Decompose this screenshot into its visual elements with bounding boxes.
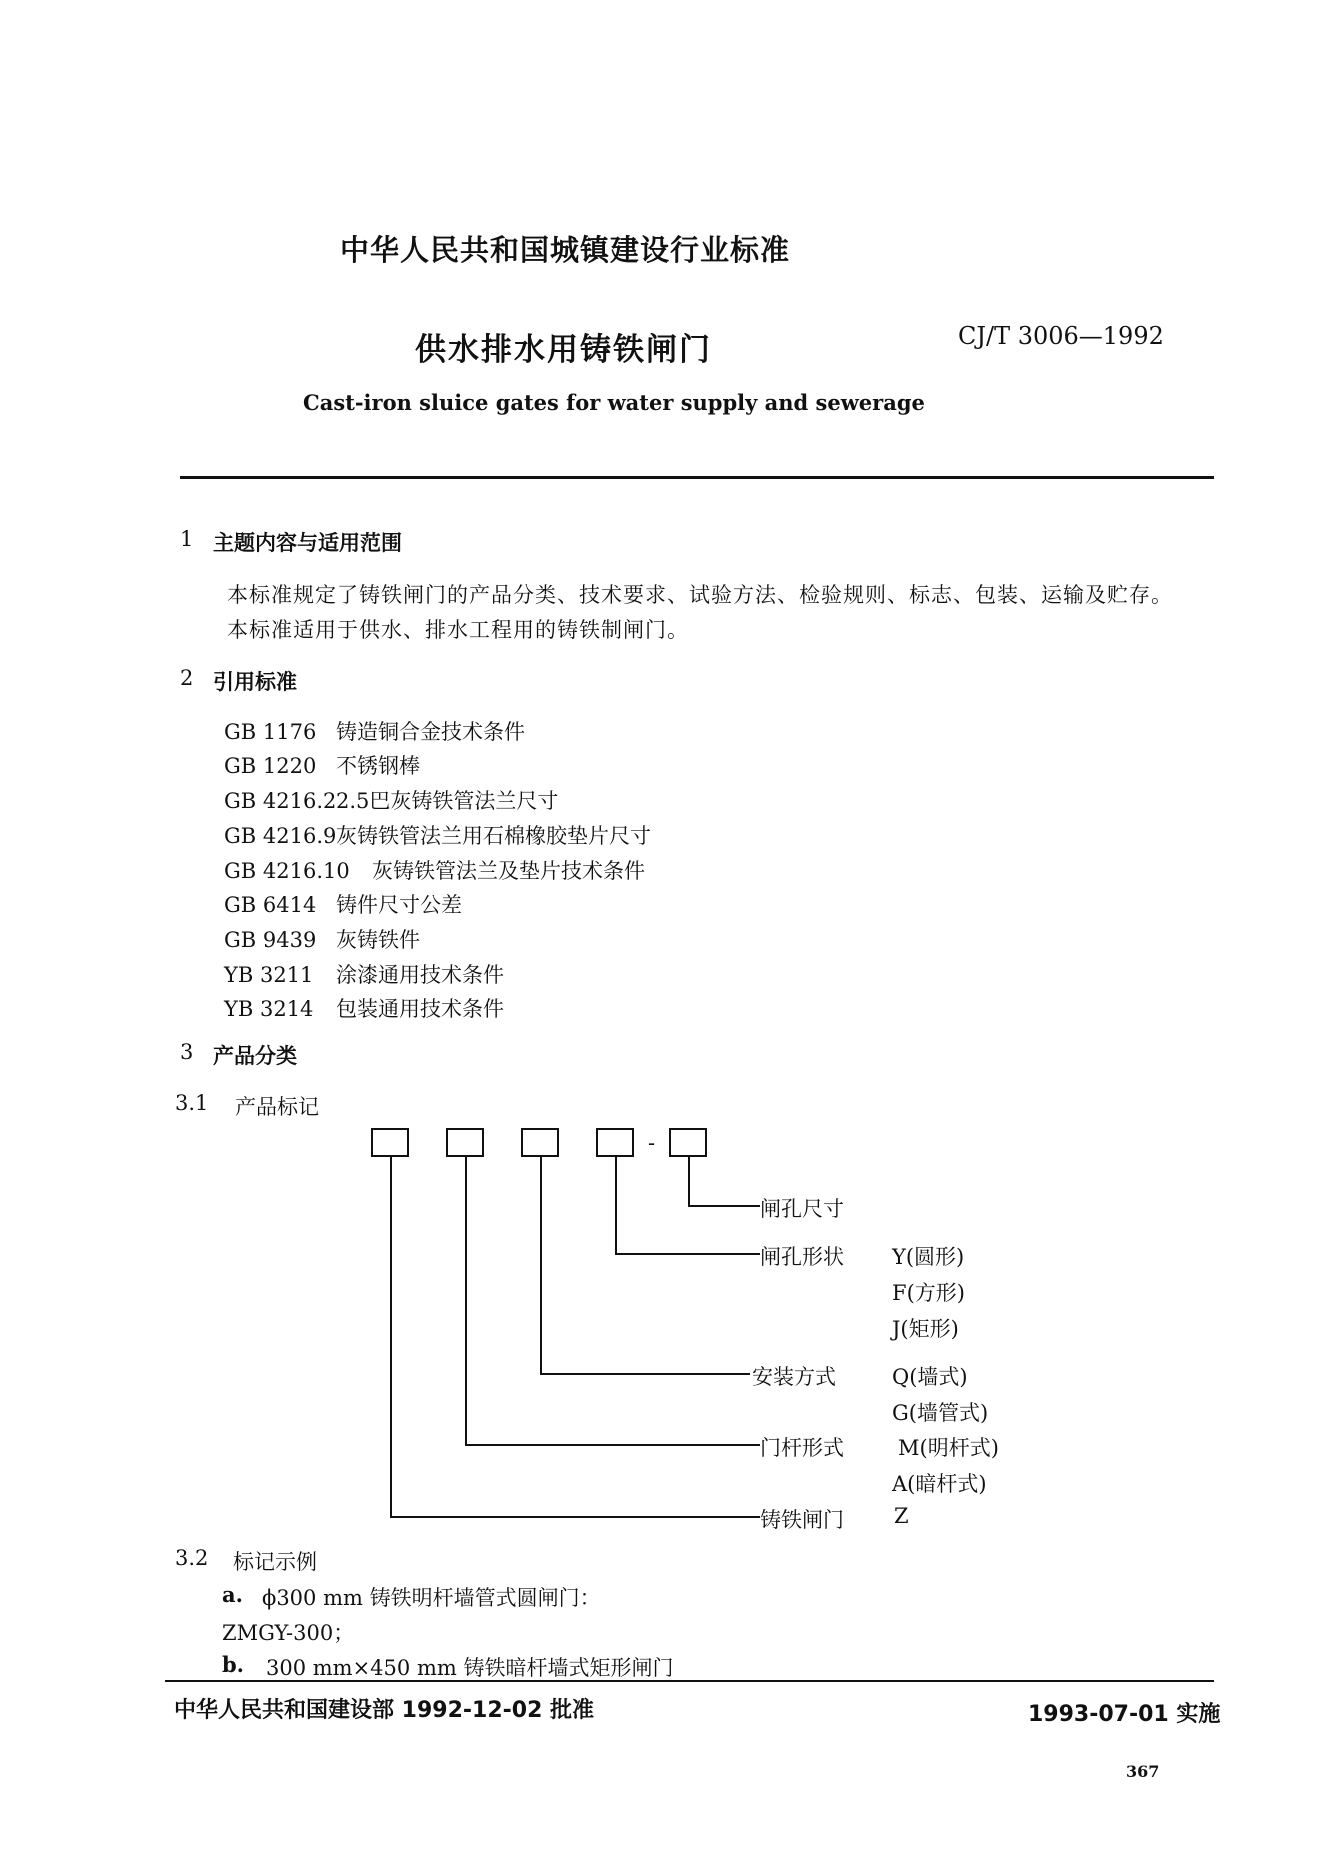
section3-title: 产品分类 <box>213 1044 297 1068</box>
issuing-org: 中华人民共和国城镇建设行业标准 <box>340 233 791 267</box>
reference-code: GB 6414 <box>224 893 317 917</box>
reference-code: GB 9439 <box>224 928 317 952</box>
reference-item <box>224 889 462 919</box>
standard-code: CJ/T 3006—1992 <box>958 322 1164 350</box>
reference-item <box>224 959 504 989</box>
reference-item <box>224 855 645 885</box>
option-shape-square: F(方形) <box>892 1281 965 1305</box>
reference-item <box>224 716 525 746</box>
english-title: Cast-iron sluice gates for water supply and sewerage <box>303 390 925 415</box>
reference-name: 包装通用技术条件 <box>336 997 504 1021</box>
example-a-label: a. <box>222 1582 243 1607</box>
label-hole-shape: 闸孔形状 <box>760 1245 844 1269</box>
footer-rule <box>165 1680 1214 1682</box>
connector-stem-vertical <box>465 1157 467 1445</box>
connector-shape-vertical <box>615 1157 617 1254</box>
connector-shape-horizontal <box>615 1253 760 1255</box>
connector-gate-horizontal <box>390 1516 760 1518</box>
reference-code: GB 4216.10 <box>224 859 350 883</box>
reference-item <box>224 820 651 850</box>
approval-line: 中华人民共和国建设部 1992-12-02 批准 <box>174 1698 595 1723</box>
label-install-method: 安装方式 <box>752 1365 836 1389</box>
connector-size-horizontal <box>688 1205 760 1207</box>
standard-title: 供水排水用铸铁闸门 <box>415 332 712 368</box>
section2-number: 2 <box>180 666 194 690</box>
marking-box-shape <box>596 1128 634 1157</box>
option-shape-rectangle: J(矩形) <box>892 1317 959 1341</box>
section31-number: 3.1 <box>175 1091 209 1115</box>
reference-item <box>224 785 558 815</box>
section32-number: 3.2 <box>175 1546 209 1570</box>
reference-item <box>224 750 420 780</box>
option-shape-round: Y(圆形) <box>892 1245 965 1269</box>
section1-title: 主题内容与适用范围 <box>213 531 402 555</box>
connector-stem-horizontal <box>465 1444 760 1446</box>
option-stem-rising: M(明杆式) <box>898 1436 999 1460</box>
reference-name: 灰铸铁管法兰用石棉橡胶垫片尺寸 <box>336 824 651 848</box>
example-a-text: ϕ300 mm 铸铁明杆墙管式圆闸门： <box>262 1586 601 1610</box>
marking-box-size <box>669 1128 707 1157</box>
label-cast-iron-gate: 铸铁闸门 <box>760 1508 844 1532</box>
option-install-wall-pipe: G(墙管式) <box>892 1401 989 1425</box>
reference-code: GB 4216.9 <box>224 824 337 848</box>
marking-box-install <box>521 1128 559 1157</box>
reference-item <box>224 993 504 1023</box>
reference-item <box>224 924 420 954</box>
connector-gate-vertical <box>390 1157 392 1517</box>
effective-date: 1993-07-01 实施 <box>1028 1702 1221 1727</box>
example-b-text: 300 mm×450 mm 铸铁暗杆墙式矩形闸门 <box>266 1656 674 1680</box>
label-stem-type: 门杆形式 <box>760 1436 844 1460</box>
label-hole-size: 闸孔尺寸 <box>760 1197 844 1221</box>
reference-name: 铸造铜合金技术条件 <box>336 720 525 744</box>
section3-number: 3 <box>180 1040 194 1064</box>
reference-code: GB 4216.2 <box>224 789 337 813</box>
connector-size-vertical <box>688 1157 690 1206</box>
header-rule <box>180 476 1214 479</box>
reference-name: 不锈钢棒 <box>336 754 420 778</box>
marking-box-stem <box>446 1128 484 1157</box>
reference-name: 灰铸铁管法兰及垫片技术条件 <box>372 859 645 883</box>
marking-box-gate <box>371 1128 409 1157</box>
reference-name: 铸件尺寸公差 <box>336 893 462 917</box>
section2-title: 引用标准 <box>213 670 297 694</box>
reference-code: GB 1176 <box>224 720 317 744</box>
option-gate-code: Z <box>894 1504 909 1528</box>
section32-title: 标记示例 <box>233 1550 317 1574</box>
reference-name: 2.5巴灰铸铁管法兰尺寸 <box>336 789 559 813</box>
marking-dash: - <box>648 1131 656 1155</box>
reference-code: YB 3211 <box>224 963 314 987</box>
example-a-code: ZMGY-300； <box>222 1621 355 1645</box>
section31-title: 产品标记 <box>235 1095 319 1119</box>
page-number: 367 <box>1126 1762 1160 1781</box>
connector-install-vertical <box>540 1157 542 1374</box>
option-stem-non-rising: A(暗杆式) <box>892 1472 987 1496</box>
reference-code: YB 3214 <box>224 997 314 1021</box>
section1-paragraph-1: 本标准规定了铸铁闸门的产品分类、技术要求、试验方法、检验规则、标志、包装、运输及贮存。 <box>227 583 1173 607</box>
connector-install-horizontal <box>540 1373 750 1375</box>
reference-name: 灰铸铁件 <box>336 928 420 952</box>
section1-paragraph-2: 本标准适用于供水、排水工程用的铸铁制闸门。 <box>227 618 689 642</box>
section1-number: 1 <box>180 527 194 551</box>
example-b-label: b. <box>222 1652 244 1677</box>
reference-code: GB 1220 <box>224 754 317 778</box>
reference-name: 涂漆通用技术条件 <box>336 963 504 987</box>
option-install-wall: Q(墙式) <box>892 1365 968 1389</box>
